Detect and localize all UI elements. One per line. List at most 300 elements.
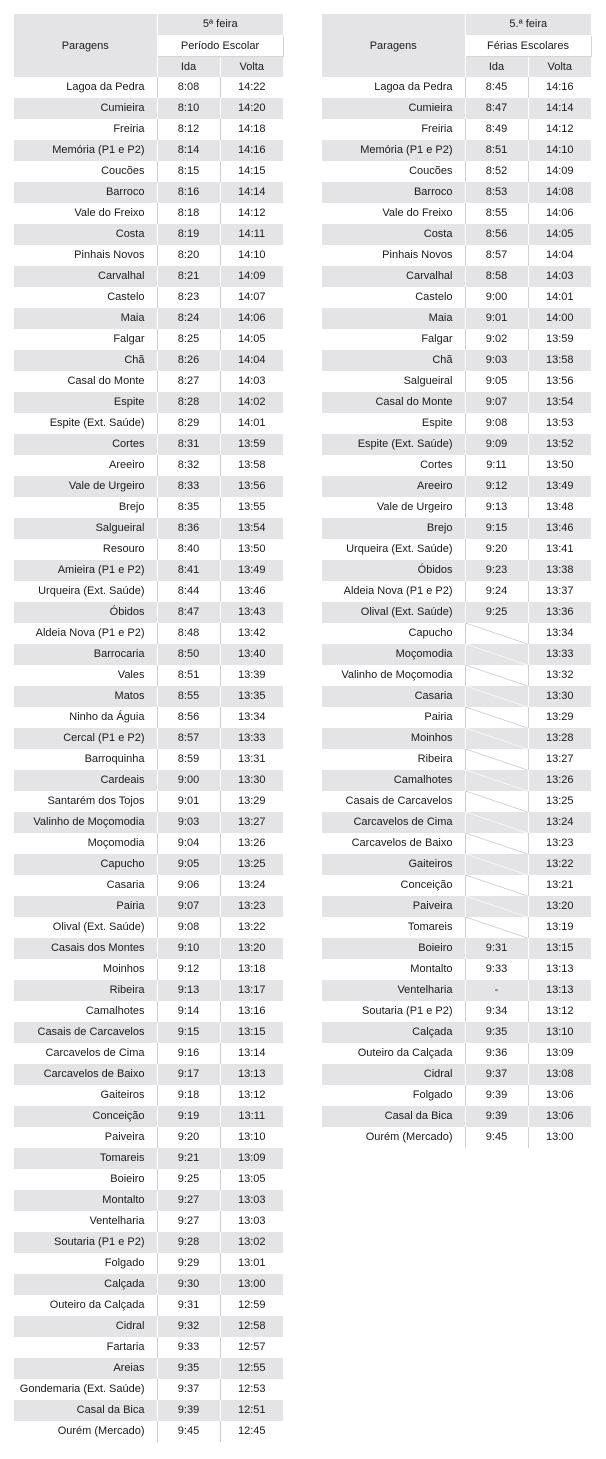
- table-row: [322, 665, 591, 686]
- ida-time: 9:19: [157, 1106, 220, 1127]
- table-row: [14, 602, 283, 623]
- volta-time: 13:52: [528, 434, 591, 455]
- table-row: [322, 1043, 591, 1064]
- stop-name: Moçomodia: [87, 837, 145, 849]
- volta-time: 14:16: [220, 140, 283, 161]
- volta-time: 13:02: [220, 1232, 283, 1253]
- stops-column-header: Paragens: [322, 14, 465, 77]
- stop-name: Carvalhal: [14, 266, 157, 287]
- volta-time: 13:34: [528, 623, 591, 644]
- ida-time: 8:55: [465, 203, 528, 224]
- ida-time: [465, 791, 528, 812]
- table-row: [14, 350, 283, 371]
- volta-time: 13:14: [220, 1043, 283, 1064]
- ida-time: 9:07: [465, 392, 528, 413]
- stop-name: Outeiro da Calçada: [357, 1047, 453, 1059]
- stop-name: Paiveira: [322, 896, 465, 917]
- table-row: [322, 539, 591, 560]
- volta-time: 14:20: [220, 98, 283, 119]
- table-row: [322, 350, 591, 371]
- volta-time: 13:12: [220, 1085, 283, 1106]
- ida-time: 8:25: [157, 329, 220, 350]
- volta-time: 13:10: [528, 1022, 591, 1043]
- table-row: [14, 98, 283, 119]
- volta-time: 13:18: [220, 959, 283, 980]
- volta-time: 14:06: [220, 308, 283, 329]
- stops-column-header: Paragens: [14, 14, 157, 77]
- table-row: [322, 707, 591, 728]
- stop-name: Valinho de Moçomodia: [341, 669, 453, 681]
- volta-time: 14:18: [220, 119, 283, 140]
- volta-time: 13:21: [528, 875, 591, 896]
- volta-time: 13:36: [528, 602, 591, 623]
- volta-time: 13:56: [220, 476, 283, 497]
- table-row: [322, 938, 591, 959]
- stop-name: Casais de Carcavelos: [14, 1022, 157, 1043]
- volta-time: 13:49: [528, 476, 591, 497]
- table-row: [322, 266, 591, 287]
- volta-time: 13:50: [528, 455, 591, 476]
- table-row: [322, 245, 591, 266]
- stop-name: Aldeia Nova (P1 e P2): [343, 585, 453, 597]
- volta-time: 13:06: [528, 1106, 591, 1127]
- ida-time: 8:31: [157, 434, 220, 455]
- ida-time: 9:29: [157, 1253, 220, 1274]
- ida-time: 8:59: [157, 749, 220, 770]
- ida-time: 8:53: [465, 182, 528, 203]
- volta-time: 14:16: [528, 77, 591, 98]
- volta-time: 13:19: [528, 917, 591, 938]
- ida-time: 9:27: [157, 1211, 220, 1232]
- volta-time: 13:32: [528, 665, 591, 686]
- table-row: [14, 203, 283, 224]
- ida-time: [465, 917, 528, 938]
- stop-name: Óbidos: [14, 602, 157, 623]
- volta-time: 13:09: [220, 1148, 283, 1169]
- ida-time: 9:15: [157, 1022, 220, 1043]
- stop-name: Folgado: [412, 1089, 453, 1101]
- table-row: [14, 665, 283, 686]
- period-header: Férias Escolares: [465, 35, 591, 56]
- stop-name: Pairia: [424, 711, 453, 723]
- volta-time: 13:53: [528, 413, 591, 434]
- table-row: [322, 581, 591, 602]
- ida-time: 9:06: [157, 875, 220, 896]
- ida-time: 8:40: [157, 539, 220, 560]
- stop-name: Tomareis: [14, 1148, 157, 1169]
- ida-time: 8:49: [465, 119, 528, 140]
- table-row: [14, 812, 283, 833]
- table-row: [322, 623, 591, 644]
- volta-time: 13:22: [528, 854, 591, 875]
- stop-name: Memória (P1 e P2): [14, 140, 157, 161]
- ida-time: 9:25: [157, 1169, 220, 1190]
- table-row: [14, 539, 283, 560]
- ida-time: 8:57: [157, 728, 220, 749]
- volta-time: 13:39: [220, 665, 283, 686]
- table-row: [322, 770, 591, 791]
- ida-column-header: Ida: [157, 56, 220, 77]
- ida-time: [465, 770, 528, 791]
- ida-time: 8:21: [157, 266, 220, 287]
- stop-name: Pinhais Novos: [74, 249, 145, 261]
- stop-name: Barroquinha: [84, 753, 145, 765]
- table-row: [14, 518, 283, 539]
- table-row: [14, 392, 283, 413]
- stop-name: Santarém dos Tojos: [47, 795, 145, 807]
- stop-name: Capucho: [14, 854, 157, 875]
- stop-name: Carcavelos de Baixo: [351, 837, 453, 849]
- volta-time: 14:15: [220, 161, 283, 182]
- stop-name: Cumieira: [322, 98, 465, 119]
- volta-time: 13:56: [528, 371, 591, 392]
- volta-time: 13:33: [220, 728, 283, 749]
- volta-time: 14:03: [528, 266, 591, 287]
- stop-name: Castelo: [415, 291, 453, 303]
- table-row: [322, 686, 591, 707]
- ida-time: 8:50: [157, 644, 220, 665]
- stop-name: Boieiro: [110, 1173, 145, 1185]
- stop-name: Areeiro: [322, 476, 465, 497]
- table-row: [14, 161, 283, 182]
- stop-name: Maia: [14, 308, 157, 329]
- volta-time: 14:11: [220, 224, 283, 245]
- stop-name: Casaria: [322, 686, 465, 707]
- stop-name: Ourém (Mercado): [365, 1131, 453, 1143]
- ida-time: [465, 707, 528, 728]
- stop-name: Soutaria (P1 e P2): [362, 1005, 453, 1017]
- table-row: [322, 875, 591, 896]
- volta-time: 13:42: [220, 623, 283, 644]
- table-row: [14, 875, 283, 896]
- stop-name: Casaria: [106, 879, 145, 891]
- volta-time: 13:58: [220, 455, 283, 476]
- volta-time: 13:17: [220, 980, 283, 1001]
- volta-time: 13:05: [220, 1169, 283, 1190]
- ida-time: 9:04: [157, 833, 220, 854]
- ida-time: 8:33: [157, 476, 220, 497]
- volta-time: 13:48: [528, 497, 591, 518]
- table-row: [322, 728, 591, 749]
- ida-time: [465, 875, 528, 896]
- volta-time: 13:46: [528, 518, 591, 539]
- stop-name: Vale do Freixo: [74, 207, 145, 219]
- ida-time: 9:37: [157, 1379, 220, 1400]
- table-row: [322, 833, 591, 854]
- ida-time: 9:12: [157, 959, 220, 980]
- ida-time: 8:32: [157, 455, 220, 476]
- volta-time: 13:37: [528, 581, 591, 602]
- volta-time: 14:04: [220, 350, 283, 371]
- table-row: [14, 581, 283, 602]
- volta-time: 13:30: [220, 770, 283, 791]
- table-row: [322, 1127, 591, 1148]
- volta-time: 13:54: [528, 392, 591, 413]
- stop-name: Moçomodia: [322, 644, 465, 665]
- table-row: [14, 245, 283, 266]
- stop-name: Urqueira (Ext. Saúde): [346, 543, 453, 555]
- table-row: [322, 1022, 591, 1043]
- stop-name: Valinho de Moçomodia: [14, 812, 157, 833]
- table-row: [14, 1169, 283, 1190]
- ida-time: 9:00: [157, 770, 220, 791]
- stop-name: Soutaria (P1 e P2): [14, 1232, 157, 1253]
- ida-time: 9:02: [465, 329, 528, 350]
- volta-time: 13:50: [220, 539, 283, 560]
- table-row: [322, 1106, 591, 1127]
- stop-name: Areeiro: [109, 459, 145, 471]
- ida-time: 8:20: [157, 245, 220, 266]
- table-row: [14, 1001, 283, 1022]
- table-row: [14, 1106, 283, 1127]
- table-row: [322, 1085, 591, 1106]
- ida-time: 9:39: [465, 1106, 528, 1127]
- table-row: [322, 896, 591, 917]
- stop-name: Espite (Ext. Saúde): [49, 417, 145, 429]
- stop-name: Montalto: [14, 1190, 157, 1211]
- volta-time: 13:40: [220, 644, 283, 665]
- volta-time: 13:31: [220, 749, 283, 770]
- volta-time: 13:00: [220, 1274, 283, 1295]
- volta-time: 13:25: [528, 791, 591, 812]
- ida-time: 8:14: [157, 140, 220, 161]
- volta-time: 14:10: [220, 245, 283, 266]
- ida-time: 9:12: [465, 476, 528, 497]
- ida-time: 9:27: [157, 1190, 220, 1211]
- table-row: [322, 119, 591, 140]
- ida-time: 9:33: [157, 1337, 220, 1358]
- stop-name: Fartaria: [106, 1341, 145, 1353]
- table-row: [14, 1358, 283, 1379]
- table-row: [322, 140, 591, 161]
- stop-name: Casais de Carcavelos: [345, 795, 453, 807]
- table-row: [14, 140, 283, 161]
- volta-time: 13:01: [220, 1253, 283, 1274]
- stop-name: Chã: [322, 350, 465, 371]
- table-row: [322, 917, 591, 938]
- table-row: [14, 1295, 283, 1316]
- ida-time: 9:45: [157, 1421, 220, 1442]
- stop-name: Pinhais Novos: [382, 249, 453, 261]
- ida-time: 9:08: [157, 917, 220, 938]
- ida-time: 8:08: [157, 77, 220, 98]
- ida-time: 9:08: [465, 413, 528, 434]
- stop-name: Barrocaria: [14, 644, 157, 665]
- volta-time: 14:03: [220, 371, 283, 392]
- timetable-body: [14, 77, 283, 1442]
- volta-time: 14:09: [528, 161, 591, 182]
- ida-time: 9:20: [157, 1127, 220, 1148]
- ida-time: 8:16: [157, 182, 220, 203]
- stop-name: Vale do Freixo: [382, 207, 453, 219]
- ida-time: 9:23: [465, 560, 528, 581]
- volta-time: 14:14: [528, 98, 591, 119]
- table-row: [14, 917, 283, 938]
- stop-name: Gaiteiros: [322, 854, 465, 875]
- table-row: [322, 791, 591, 812]
- volta-time: 13:24: [528, 812, 591, 833]
- stop-name: Barroco: [322, 182, 465, 203]
- stop-name: Freiria: [113, 123, 145, 135]
- stop-name: Moinhos: [322, 728, 465, 749]
- volta-time: 13:20: [220, 938, 283, 959]
- table-row: [322, 476, 591, 497]
- volta-time: 13:59: [220, 434, 283, 455]
- ida-column-header: Ida: [465, 56, 528, 77]
- ida-time: 8:41: [157, 560, 220, 581]
- volta-time: 13:34: [220, 707, 283, 728]
- ida-time: 9:39: [157, 1400, 220, 1421]
- table-row: [322, 518, 591, 539]
- table-row: [14, 791, 283, 812]
- ida-time: 9:13: [157, 980, 220, 1001]
- table-row: [14, 854, 283, 875]
- ida-time: 9:36: [465, 1043, 528, 1064]
- volta-time: 14:00: [528, 308, 591, 329]
- ida-time: 8:23: [157, 287, 220, 308]
- ida-time: [465, 623, 528, 644]
- stop-name: Montalto: [410, 963, 453, 975]
- ida-time: 9:17: [157, 1064, 220, 1085]
- table-row: [322, 434, 591, 455]
- table-row: [322, 224, 591, 245]
- stop-name: Cidral: [322, 1064, 465, 1085]
- table-row: [14, 1379, 283, 1400]
- stop-name: Vale de Urgeiro: [14, 476, 157, 497]
- ida-time: 9:05: [465, 371, 528, 392]
- volta-time: 13:15: [220, 1022, 283, 1043]
- ida-time: 9:32: [157, 1316, 220, 1337]
- ida-time: 9:25: [465, 602, 528, 623]
- stop-name: Ribeira: [417, 753, 453, 765]
- volta-time: 13:25: [220, 854, 283, 875]
- stop-name: Cortes: [420, 459, 453, 471]
- volta-time: 14:12: [220, 203, 283, 224]
- table-row: [14, 1148, 283, 1169]
- table-row: [14, 1022, 283, 1043]
- stop-name: Olival (Ext. Saúde): [52, 921, 145, 933]
- day-header: 5.ª feira: [465, 14, 591, 35]
- volta-time: 12:59: [220, 1295, 283, 1316]
- ida-time: 9:10: [157, 938, 220, 959]
- table-row: [14, 1316, 283, 1337]
- stop-name: Casal da Bica: [14, 1400, 157, 1421]
- stop-name: Memória (P1 e P2): [322, 140, 465, 161]
- table-row: [14, 1043, 283, 1064]
- table-row: [14, 686, 283, 707]
- volta-time: 13:06: [528, 1085, 591, 1106]
- table-row: [14, 1253, 283, 1274]
- volta-time: 14:01: [220, 413, 283, 434]
- table-row: [322, 644, 591, 665]
- volta-time: 13:59: [528, 329, 591, 350]
- ida-time: 9:09: [465, 434, 528, 455]
- table-row: [14, 1190, 283, 1211]
- volta-time: 13:38: [528, 560, 591, 581]
- ida-time: 9:37: [465, 1064, 528, 1085]
- ida-time: 9:00: [465, 287, 528, 308]
- ida-time: 8:58: [465, 266, 528, 287]
- volta-time: 13:49: [220, 560, 283, 581]
- stop-name: Moinhos: [102, 963, 145, 975]
- ida-time: 9:39: [465, 1085, 528, 1106]
- table-row: [14, 371, 283, 392]
- ida-time: 9:13: [465, 497, 528, 518]
- ida-time: 9:01: [157, 791, 220, 812]
- ida-time: 8:51: [157, 665, 220, 686]
- table-row: [14, 623, 283, 644]
- ida-time: 8:10: [157, 98, 220, 119]
- table-row: [322, 959, 591, 980]
- stop-name: Chã: [14, 350, 157, 371]
- stop-name: Cidral: [14, 1316, 157, 1337]
- ida-time: 8:29: [157, 413, 220, 434]
- ida-time: 8:47: [465, 98, 528, 119]
- ida-time: 8:28: [157, 392, 220, 413]
- table-row: [14, 224, 283, 245]
- volta-time: 13:15: [528, 938, 591, 959]
- ida-time: 9:20: [465, 539, 528, 560]
- table-row: [322, 560, 591, 581]
- volta-time: 13:41: [528, 539, 591, 560]
- table-row: [322, 77, 591, 98]
- table-row: [322, 98, 591, 119]
- ida-time: 9:35: [157, 1358, 220, 1379]
- volta-time: 14:01: [528, 287, 591, 308]
- table-row: [322, 308, 591, 329]
- volta-time: 14:09: [220, 266, 283, 287]
- ida-time: [465, 854, 528, 875]
- table-row: [14, 1337, 283, 1358]
- volta-time: 14:22: [220, 77, 283, 98]
- table-row: [14, 329, 283, 350]
- ida-time: [465, 749, 528, 770]
- volta-time: 13:12: [528, 1001, 591, 1022]
- stop-name: Conceição: [14, 1106, 157, 1127]
- volta-time: 13:26: [220, 833, 283, 854]
- timetable-periodo-escolar: [14, 14, 284, 1442]
- stop-name: Ninho da Águia: [69, 711, 145, 723]
- table-row: [322, 812, 591, 833]
- stop-name: Salgueiral: [14, 518, 157, 539]
- ida-time: 9:35: [465, 1022, 528, 1043]
- table-row: [322, 287, 591, 308]
- stop-name: Capucho: [408, 627, 453, 639]
- volta-time: 14:06: [528, 203, 591, 224]
- ida-time: 9:03: [157, 812, 220, 833]
- ida-time: [465, 686, 528, 707]
- table-row: [14, 455, 283, 476]
- table-row: [322, 329, 591, 350]
- table-row: [14, 1274, 283, 1295]
- stop-name: Pairia: [14, 896, 157, 917]
- table-row: [322, 854, 591, 875]
- ida-time: 8:27: [157, 371, 220, 392]
- stop-name: Resouro: [102, 543, 145, 555]
- table-row: [322, 203, 591, 224]
- stop-name: Calçada: [14, 1274, 157, 1295]
- stop-name: Castelo: [107, 291, 145, 303]
- stop-name: Óbidos: [322, 560, 465, 581]
- table-row: [322, 980, 591, 1001]
- volta-time: 13:09: [528, 1043, 591, 1064]
- stop-name: Cortes: [14, 434, 157, 455]
- table-row: [14, 1127, 283, 1148]
- table-row: [14, 266, 283, 287]
- stop-name: Gondemaria (Ext. Saúde): [19, 1383, 145, 1395]
- volta-time: 13:03: [220, 1211, 283, 1232]
- volta-time: 13:00: [528, 1127, 591, 1148]
